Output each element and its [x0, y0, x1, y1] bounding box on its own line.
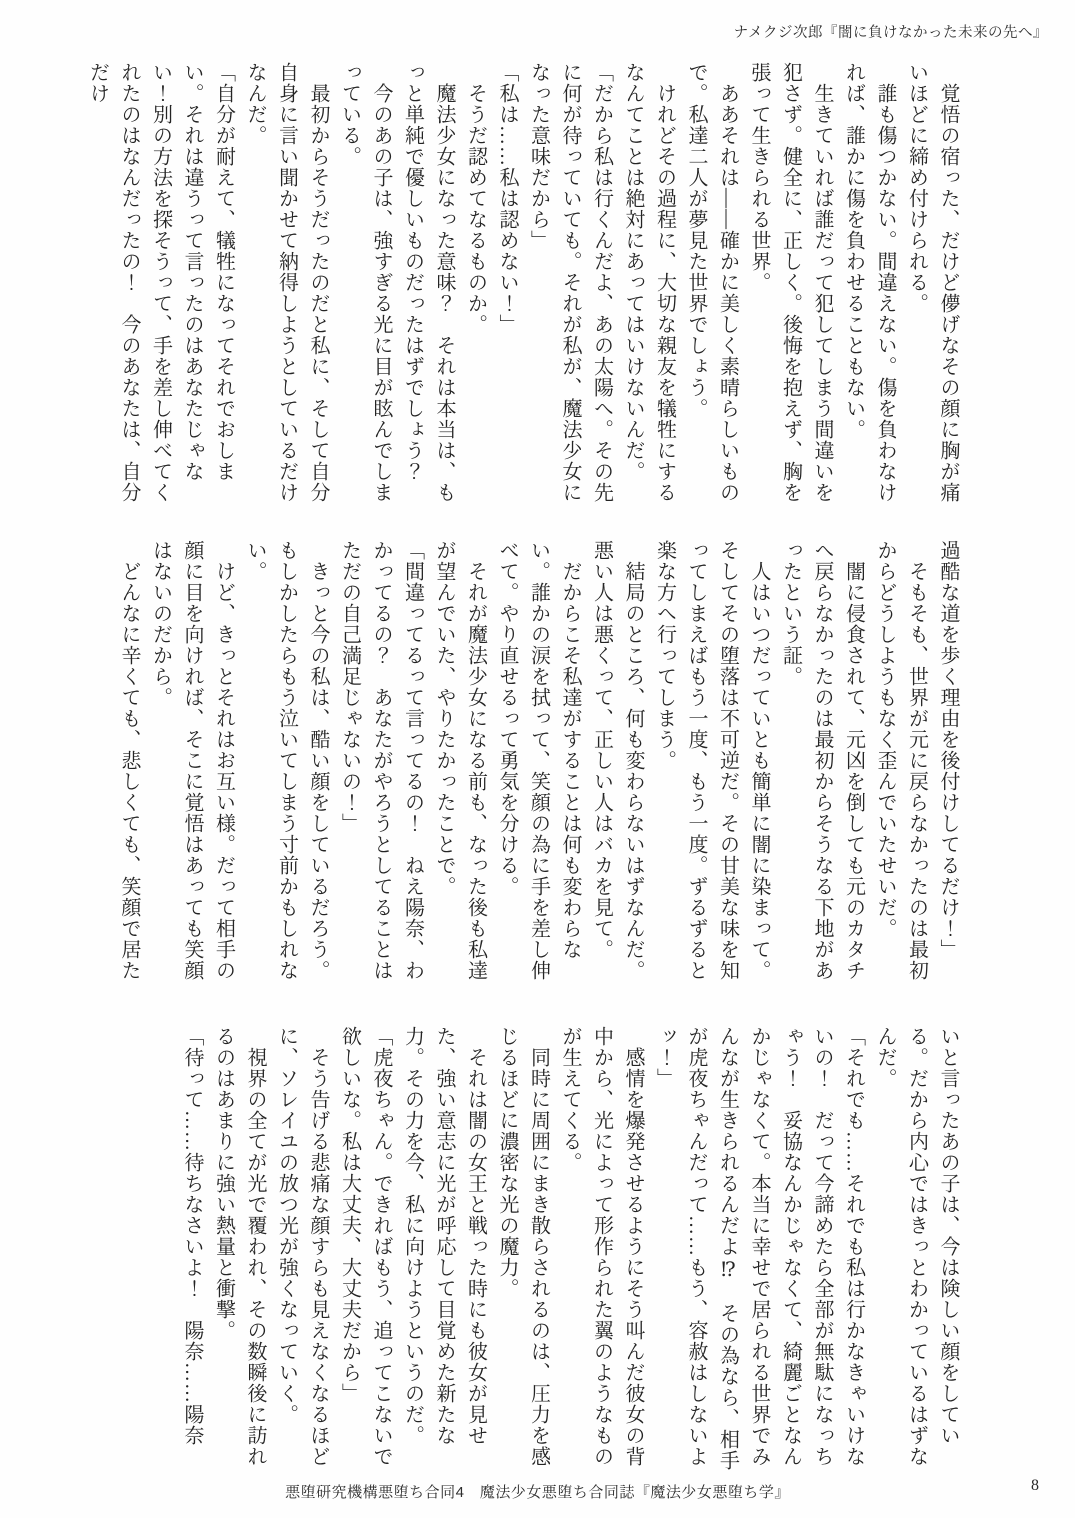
paragraph: ああそれは――確かに美しく素晴らしいもので。私達二人が夢見た世界でしょう。	[685, 62, 739, 503]
paragraph: 「虎夜ちゃん。できればもう、追ってこないで欲しいな。私は大丈夫、大丈夫だから」	[338, 1026, 392, 1467]
paragraph: だからこそ私達がすることは何も変わらない。誰かの涙を拭って、笑顔の為に手を差し伸べて。やり直せるって勇気を分ける。	[496, 540, 581, 981]
paragraph: けど、きっとそれはお互い様。だって相手の顔に目を向ければ、そこに覚悟はあっても笑顔はないのだから。	[149, 540, 235, 981]
paragraph: そう告げる悲痛な顔すらも見えなくなるほどに、ソレイユの放つ光が強くなっていく。	[275, 1026, 329, 1467]
paragraph: 結局のところ、何も変わらないはずなんだ。悪い人は悪くって、正しい人はバカを見て。	[590, 540, 644, 981]
paragraph: そうだ認めてなるものか。	[464, 83, 487, 335]
paragraph: それが魔法少女になる前も、なった後も私達が望んでいた、やりたかったことで。	[433, 540, 487, 981]
header-credit: ナメクジ次郎『闇に負けなかった未来の先へ』	[733, 25, 1048, 41]
paragraph: そもそも、世界が元に戻らなかったのは最初からどうしようもなく歪んでいたせいだ。	[874, 540, 928, 981]
paragraph: 感情を爆発させるようにそう叫んだ彼女の背中から、光によって形作られた翼のようなものが生えてくる。	[559, 1026, 644, 1467]
paragraph: 「待って……待ちなさいよ！ 陽奈……陽奈	[181, 1026, 203, 1446]
paragraph: 「だから私は行くんだよ、あの太陽へ。その先に何が待っていても。それが私が、魔法少女になった意味だから」	[527, 62, 613, 503]
paragraph: けれどその過程に、大切な親友を犠牲にするなんてことは絶対にあってはいけないんだ。	[622, 62, 676, 503]
paragraph: 覚悟の宿った、だけど儚げなその顔に胸が痛いほどに締め付けられる。	[905, 62, 959, 503]
text-band-top	[86, 62, 963, 510]
paragraph: 同時に周囲にまき散らされるのは、圧力を感じるほどに濃密な光の魔力。	[496, 1026, 550, 1467]
paragraph: 視界の全てが光で覆われ、その数瞬後に訪れるのはあまりに強い熱量と衝撃。	[212, 1026, 266, 1467]
paragraph: 「それでも……それでも私は行かなきゃいけないの！ だって今諦めたら全部が無駄になっちゃう！ 妥協なんかじゃなくて、綺麗ごとなんかじゃなくて。本当に幸せで居られる世界でみんなが生きられるんだよ⁉ その為なら、相手が虎夜ちゃんだって……もう、容赦はしないよッ！」	[653, 1026, 865, 1471]
text-band-bottom	[101, 1026, 963, 1474]
paragraph: 今のあの子は、強すぎる光に目が眩んでしまっている。	[338, 62, 392, 503]
paragraph: 誰も傷つかない。間違えない。傷を負わなければ、誰かに傷を負わせることもない。	[842, 62, 896, 503]
paragraph: いと言ったあの子は、今は険しい顔をしている。だから内心ではきっとわかっているはずなんだ。	[874, 1026, 959, 1467]
paragraph: 「自分が耐えて、犠牲になってそれでおしまい。それは違うって言ったのはあなたじゃない！別の方法を探そうって、手を差し伸べてくれたのはなんだったの！ 今のあなたは、自分だけ	[86, 62, 235, 503]
paragraph: 最初からそうだったのだと私に、そして自分自身に言い聞かせて納得しようとしているだけなんだ。	[244, 62, 329, 503]
text-band-middle	[101, 540, 963, 988]
paragraph: 魔法少女になった意味？ それは本当は、もっと単純で優しいものだったはずでしょう？	[401, 62, 455, 503]
paragraph: どんなに辛くても、悲しくても、笑顔で居た	[118, 561, 140, 981]
footer-credit: 悪堕研究機構悪堕ち合同4 魔法少女悪堕ち合同誌『魔法少女悪堕ち学』	[285, 1484, 790, 1501]
paragraph: 「私は……私は認めない！」	[496, 62, 518, 335]
paragraph: 闇に侵食されて、元凶を倒しても元のカタチへ戻らなかったのは最初からそうなる下地があったという証。	[779, 540, 865, 981]
paragraph: 過酷な道を歩く理由を後付けしてるだけ！」	[937, 540, 959, 960]
paragraph: 「間違ってるって言ってるの！ ねえ陽奈、わかってるの？ あなたがやろうとしてることはただの自己満足じゃないの！」	[338, 540, 424, 981]
paragraph: 人はいつだっていとも簡単に闇に染まって。そしてその堕落は不可逆だ。その甘美な味を知ってしまえばもう一度、もう一度。ずるずると楽な方へ行ってしまう。	[653, 540, 770, 981]
paragraph: 生きていれば誰だって犯してしまう間違いを犯さず。健全に、正しく。後悔を抱えず、胸を張って生きられる世界。	[748, 62, 833, 503]
paragraph: それは闇の女王と戦った時にも彼女が見せた、強い意志に光が呼応して目覚めた新たな力。その力を今、私に向けようというのだ。	[401, 1026, 487, 1446]
page-number: 8	[1031, 1477, 1039, 1494]
paragraph: きっと今の私は、酷い顔をしているだろう。もしかしたらもう泣いてしまう寸前かもしれない。	[244, 540, 329, 981]
